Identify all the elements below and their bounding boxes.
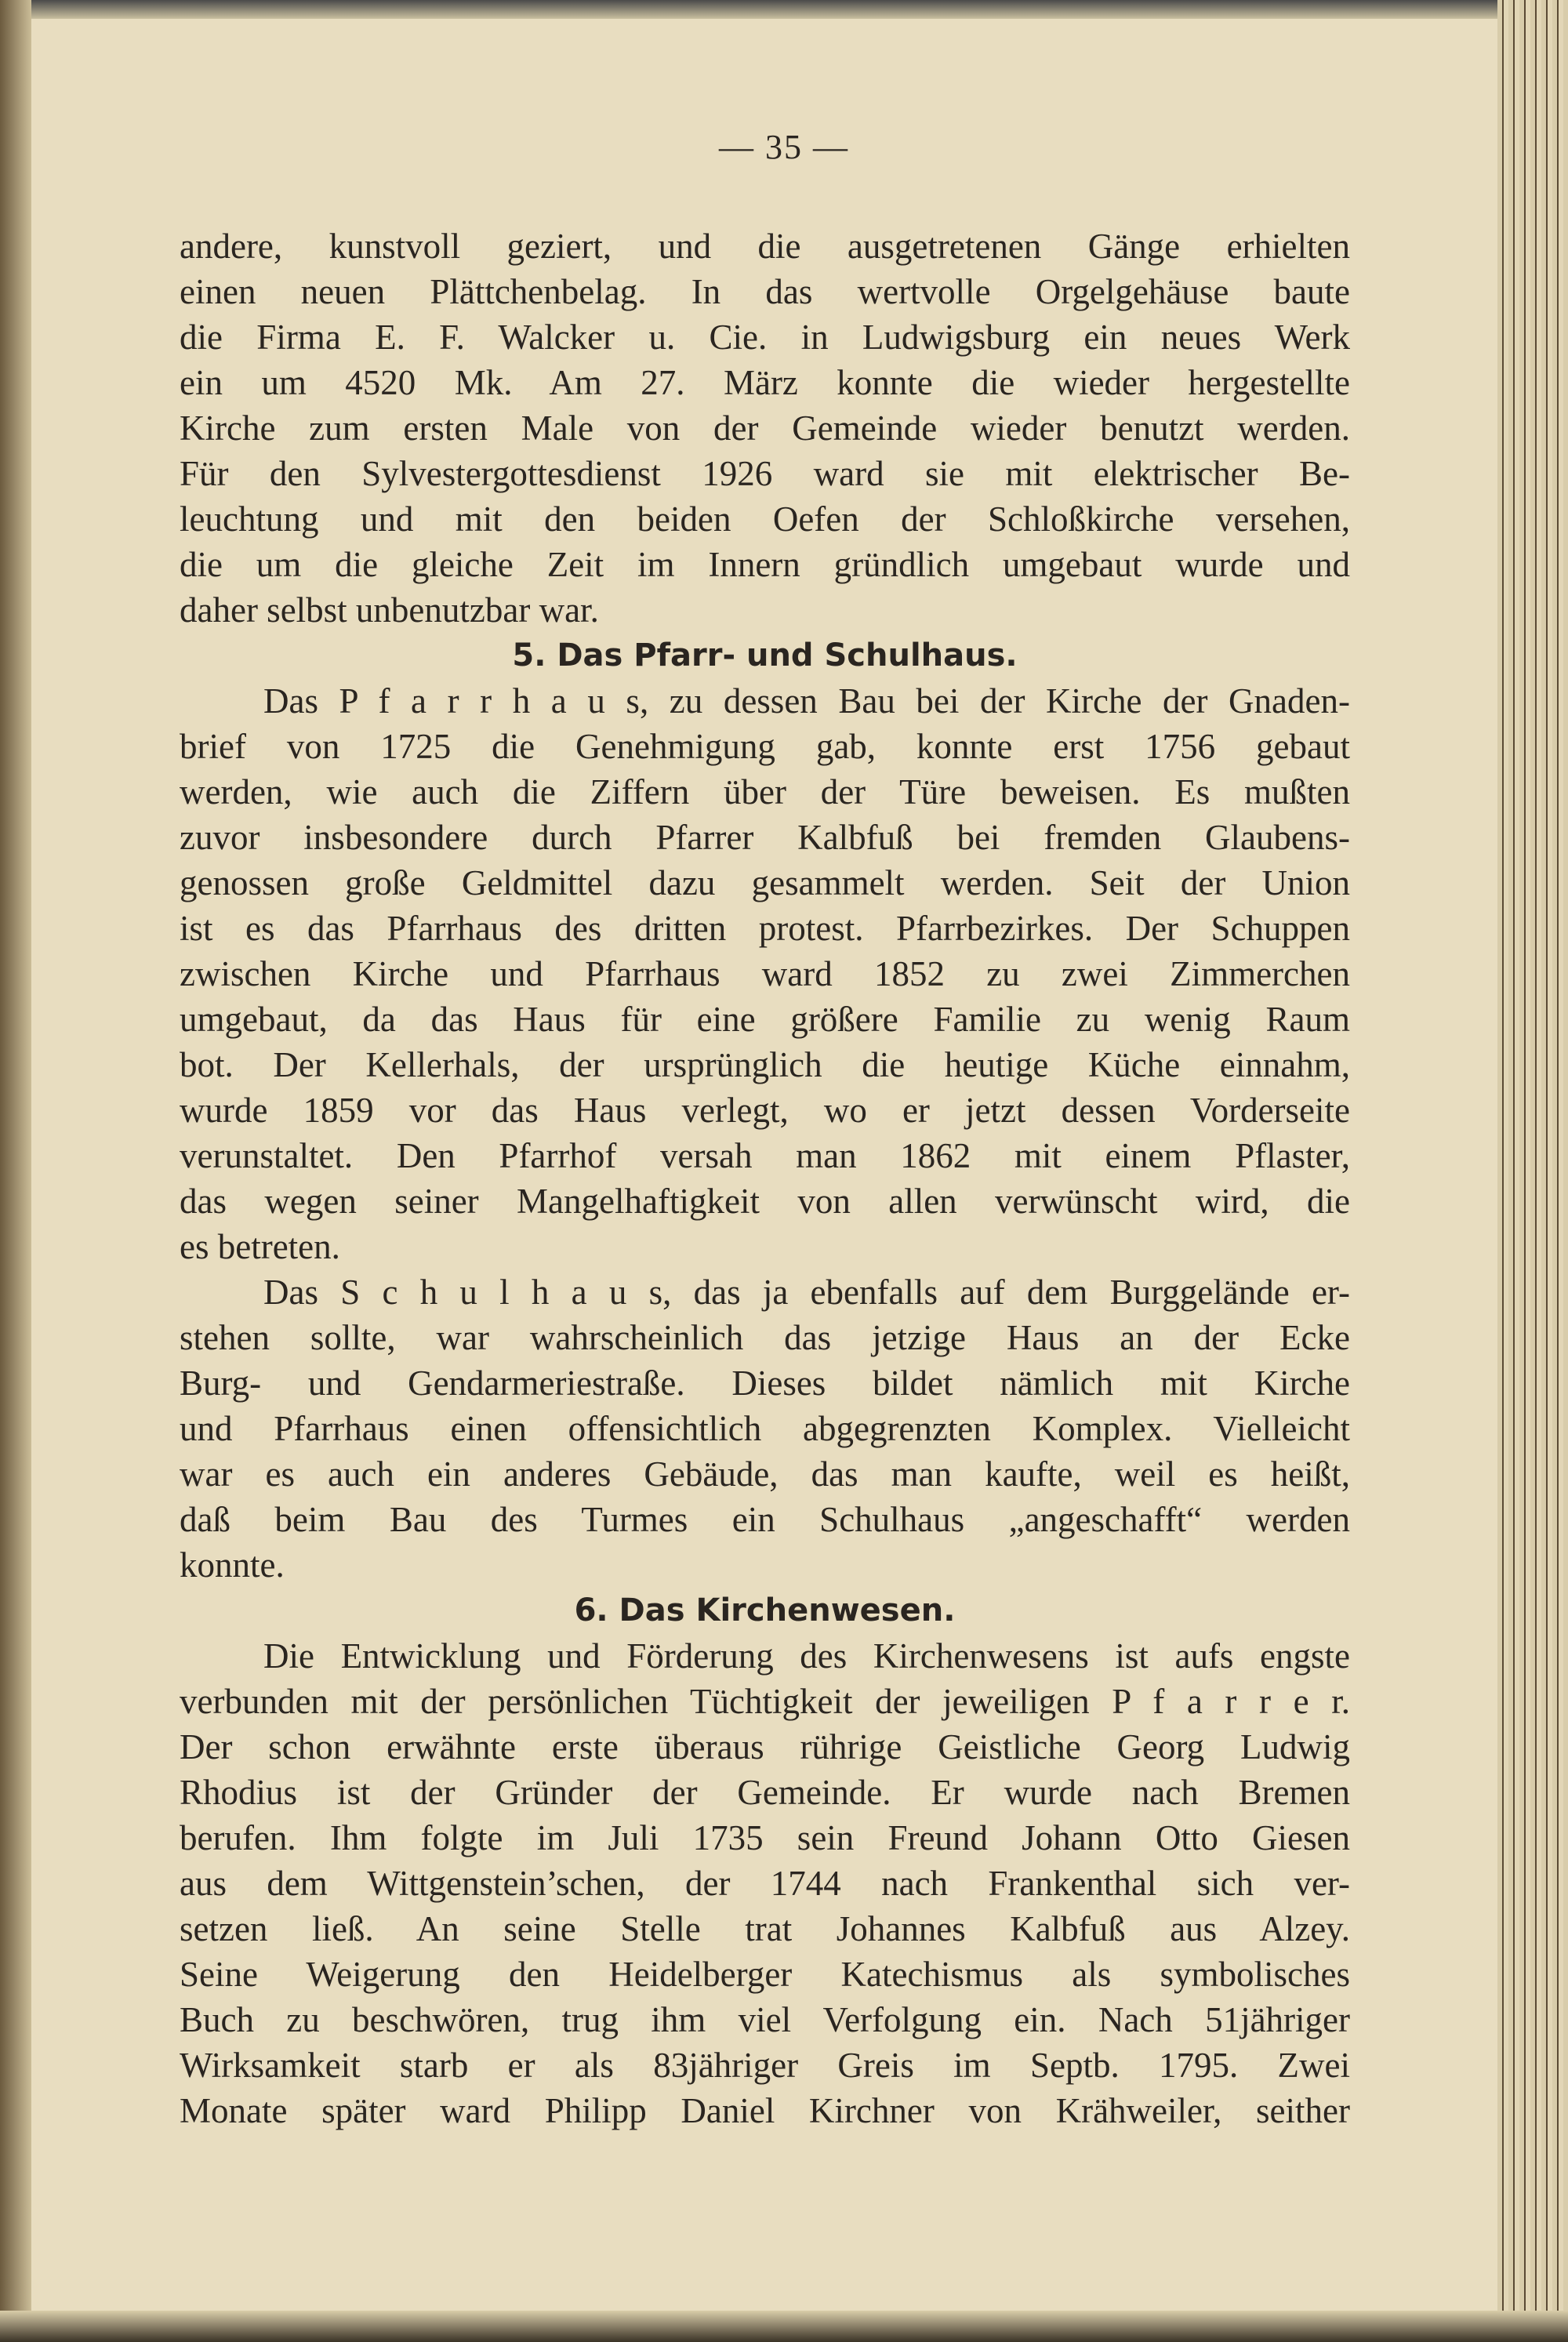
scan-top-edge xyxy=(0,0,1568,19)
text-line: einen neuen Plättchenbelag. In das wertvolle Orgelgehäuse baute xyxy=(180,272,1350,311)
text-line: Buch zu beschwören, trug ihm viel Verfolgung ein. Nach 51jähriger xyxy=(180,2000,1350,2039)
text-line: und Pfarrhaus einen offensichtlich abgegrenzten Komplex. Vielleicht xyxy=(180,1409,1350,1448)
text-line: verunstaltet. Den Pfarrhof versah man 1862 mit einem Pflaster, xyxy=(180,1136,1350,1175)
text-line: bot. Der Kellerhals, der ursprünglich die heutige Küche einnahm, xyxy=(180,1045,1350,1084)
text-line: werden, wie auch die Ziffern über der Türe beweisen. Es mußten xyxy=(180,772,1350,812)
text-line: die Firma E. F. Walcker u. Cie. in Ludwigsburg ein neues Werk xyxy=(180,318,1350,357)
text-line: Kirche zum ersten Male von der Gemeinde wieder benutzt werden. xyxy=(180,408,1350,448)
page-number: — 35 — xyxy=(719,128,849,166)
scan-bottom-edge xyxy=(0,2311,1568,2342)
text-line: berufen. Ihm folgte im Juli 1735 sein Freund Johann Otto Giesen xyxy=(180,1818,1350,1857)
text-line: daher selbst unbenutzbar war. xyxy=(180,590,599,630)
page-stack-edge xyxy=(1497,0,1568,2342)
text-line: zwischen Kirche und Pfarrhaus ward 1852 zu zwei Zimmerchen xyxy=(180,954,1350,993)
text-line: Monate später ward Philipp Daniel Kirchner von Krähweiler, seither xyxy=(180,2091,1350,2130)
text-line: stehen sollte, war wahrscheinlich das jetzige Haus an der Ecke xyxy=(180,1318,1350,1357)
text-line: ein um 4520 Mk. Am 27. März konnte die wieder hergestellte xyxy=(180,363,1350,402)
text-line: Rhodius ist der Gründer der Gemeinde. Er wurde nach Bremen xyxy=(180,1773,1350,1812)
text-line: war es auch ein anderes Gebäude, das man kaufte, weil es heißt, xyxy=(180,1454,1350,1494)
text-line: das wegen seiner Mangelhaftigkeit von allen verwünscht wird, die xyxy=(180,1182,1350,1221)
text-line: Seine Weigerung den Heidelberger Katechismus als symbolisches xyxy=(180,1955,1350,1994)
section-heading: 5. Das Pfarr- und Schulhaus. xyxy=(512,637,1018,674)
text-line: Burg- und Gendarmeriestraße. Dieses bildet nämlich mit Kirche xyxy=(180,1363,1350,1403)
text-line: Das P f a r r h a u s, zu dessen Bau bei der Kirche der Gnaden- xyxy=(263,681,1350,721)
text-line: wurde 1859 vor das Haus verlegt, wo er jetzt dessen Vorderseite xyxy=(180,1091,1350,1130)
text-line: zuvor insbesondere durch Pfarrer Kalbfuß bei fremden Glaubens- xyxy=(180,818,1350,857)
text-line: setzen ließ. An seine Stelle trat Johannes Kalbfuß aus Alzey. xyxy=(180,1909,1350,1948)
text-line: andere, kunstvoll geziert, und die ausgetretenen Gänge erhielten xyxy=(180,227,1350,266)
text-line: Wirksamkeit starb er als 83jähriger Greis im Septb. 1795. Zwei xyxy=(180,2046,1350,2085)
text-line: umgebaut, da das Haus für eine größere Familie zu wenig Raum xyxy=(180,1000,1350,1039)
text-line: konnte. xyxy=(180,1545,285,1585)
text-line: leuchtung und mit den beiden Oefen der Schloßkirche versehen, xyxy=(180,499,1350,539)
text-line: es betreten. xyxy=(180,1227,340,1266)
text-line: Die Entwicklung und Förderung des Kirchenwesens ist aufs engste xyxy=(263,1636,1350,1676)
page-gutter xyxy=(0,0,31,2342)
text-line: Das S c h u l h a u s, das ja ebenfalls auf dem Burggelände er- xyxy=(263,1273,1350,1312)
text-line: Für den Sylvestergottesdienst 1926 ward sie mit elektrischer Be- xyxy=(180,454,1350,493)
text-line: daß beim Bau des Turmes ein Schulhaus „angeschafft“ werden xyxy=(180,1500,1350,1539)
text-line: Der schon erwähnte erste überaus rührige Geistliche Georg Ludwig xyxy=(180,1727,1350,1766)
section-heading: 6. Das Kirchenwesen. xyxy=(574,1592,956,1629)
text-line: die um die gleiche Zeit im Innern gründlich umgebaut wurde und xyxy=(180,545,1350,584)
text-line: verbunden mit der persönlichen Tüchtigkeit der jeweiligen P f a r r e r. xyxy=(180,1682,1350,1721)
text-line: genossen große Geldmittel dazu gesammelt werden. Seit der Union xyxy=(180,863,1350,902)
text-line: aus dem Wittgenstein’schen, der 1744 nach Frankenthal sich ver- xyxy=(180,1864,1350,1903)
text-line: brief von 1725 die Genehmigung gab, konnte erst 1756 gebaut xyxy=(180,727,1350,766)
text-line: ist es das Pfarrhaus des dritten protest. Pfarrbezirkes. Der Schuppen xyxy=(180,909,1350,948)
